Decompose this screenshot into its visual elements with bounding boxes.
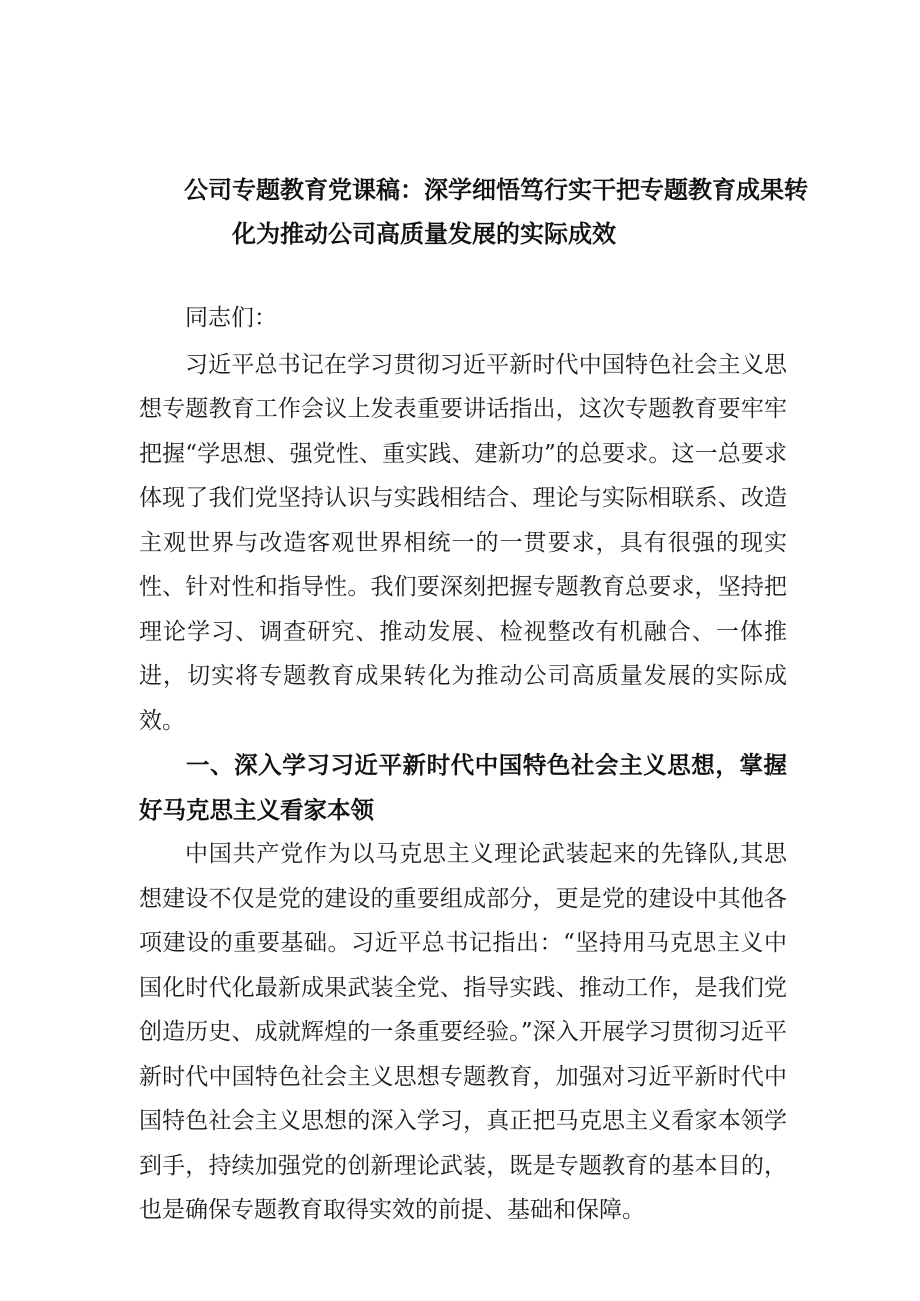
document-title: [140, 168, 808, 256]
paragraph-section-1: 中国共产党作为以马克思主义理论武装起来的先锋队,其思想建设不仅是党的建设的重要组成部分，更是党的建设中其他各项建设的重要基础。习近平总书记指出：“坚持用马克思主义中国化时代化最新成果武装全党、指导实践、推动工作，是我们党创造历史、成就辉煌的一条重要经验。”深入开展学习贯彻习近平新时代中国特色社会主义思想专题教育，加强对习近平新时代中国特色社会主义思想的深入学习，真正把马克思主义看家本领学到手，持续加强党的创新理论武装，既是专题教育的基本目的，也是确保专题教育取得实效的前提、基础和保障。: [139, 841, 787, 1223]
greeting: 同志们：: [185, 305, 277, 331]
document-body: [139, 296, 787, 1233]
paragraph-intro: 习近平总书记在学习贯彻习近平新时代中国特色社会主义思想专题教育工作会议上发表重要讲话指出，这次专题教育要牢牢把握“学思想、强党性、重实践、建新功”的总要求。这一总要求体现了我们党坚持认识与实践相结合、理论与实际相联系、改造主观世界与改造客观世界相统一的一贯要求，具有很强的现实性、针对性和指导性。我们要深刻把握专题教育总要求，坚持把理论学习、调查研究、推动发展、检视整改有机融合、一体推进，切实将专题教育成果转化为推动公司高质量发展的实际成效。: [139, 351, 787, 734]
title-line-2: 化为推动公司高质量发展的实际成效: [232, 220, 616, 248]
section-heading-1: 一、深入学习习近平新时代中国特色社会主义思想，掌握好马克思主义看家本领: [139, 751, 787, 824]
title-line-1: 公司专题教育党课稿：深学细悟笃行实干把专题教育成果转: [184, 176, 808, 204]
